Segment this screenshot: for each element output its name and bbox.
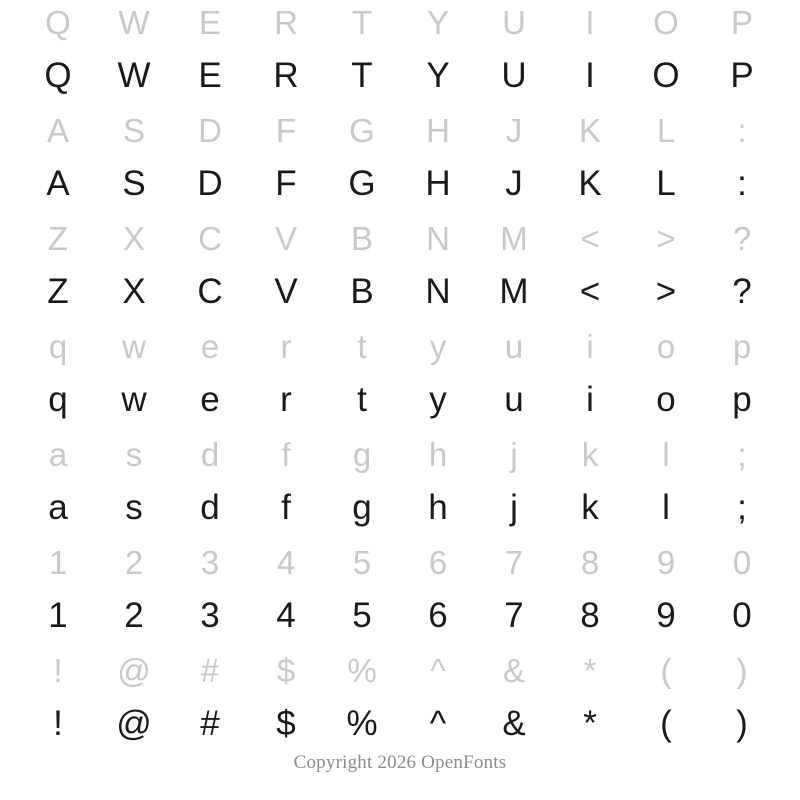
glyph-cell: %: [346, 704, 378, 743]
glyph-cell: D: [198, 112, 222, 149]
glyph-cell: U: [501, 56, 527, 95]
glyph-cell: 5: [352, 544, 372, 581]
glyph-cell: %: [347, 652, 377, 689]
glyph-cell: $: [276, 704, 296, 743]
glyph-cell: #: [200, 652, 220, 689]
glyph-cell: ?: [732, 272, 752, 311]
glyph-cell: r: [280, 328, 292, 365]
glyph-cell: d: [200, 436, 220, 473]
glyph-cell: $: [276, 652, 296, 689]
glyph-row: [20, 540, 780, 596]
glyph-cell: O: [652, 56, 680, 95]
glyph-cell: j: [510, 488, 518, 527]
glyph-cell: 2: [124, 544, 144, 581]
glyph-cell: V: [274, 272, 298, 311]
glyph-cell: 3: [200, 544, 220, 581]
glyph-cell: A: [46, 112, 69, 149]
glyph-cell: B: [350, 272, 374, 311]
glyph-cell: E: [198, 56, 222, 95]
glyph-row: [20, 432, 780, 488]
glyph-cell: P: [730, 56, 754, 95]
glyph-cell: 1: [48, 596, 68, 635]
glyph-cell: D: [197, 164, 223, 203]
glyph-cell: t: [357, 380, 367, 419]
glyph-cell: F: [275, 164, 297, 203]
glyph-cell: k: [581, 488, 599, 527]
glyph-row: [20, 0, 780, 56]
glyph-cell: 8: [580, 544, 600, 581]
glyph-cell: (: [660, 652, 672, 689]
glyph-cell: u: [504, 328, 524, 365]
glyph-cell: :: [737, 164, 747, 203]
copyright-notice: Copyright 2026 OpenFonts: [293, 752, 507, 773]
glyph-cell: j: [510, 436, 518, 473]
glyph-cell: 5: [352, 596, 372, 635]
glyph-cell: &: [502, 704, 526, 743]
glyph-cell: 0: [732, 596, 752, 635]
glyph-cell: G: [349, 112, 375, 149]
glyph-cell: R: [274, 4, 298, 41]
glyph-cell: N: [425, 272, 451, 311]
glyph-cell: t: [357, 328, 367, 365]
glyph-cell: ;: [737, 436, 747, 473]
glyph-cell: Y: [426, 56, 450, 95]
glyph-cell: A: [46, 164, 70, 203]
glyph-cell: s: [125, 436, 143, 473]
glyph-cell: s: [125, 488, 143, 527]
glyph-cell: d: [200, 488, 220, 527]
glyph-cell: r: [280, 380, 292, 419]
glyph-cell: 0: [732, 544, 752, 581]
glyph-row: [20, 272, 780, 324]
glyph-cell: !: [53, 704, 63, 743]
glyph-cell: M: [500, 220, 528, 257]
glyph-cell: #: [200, 704, 220, 743]
glyph-cell: K: [578, 164, 602, 203]
glyph-row: [20, 704, 780, 756]
glyph-row: [20, 216, 780, 272]
glyph-cell: a: [48, 488, 68, 527]
glyph-cell: ?: [732, 220, 752, 257]
glyph-cell: T: [351, 4, 373, 41]
glyph-cell: >: [655, 272, 677, 311]
glyph-cell: *: [583, 704, 597, 743]
glyph-cell: 6: [428, 596, 448, 635]
glyph-cell: X: [122, 220, 145, 257]
glyph-cell: B: [350, 220, 373, 257]
glyph-cell: C: [197, 272, 223, 311]
glyph-cell: Z: [47, 220, 69, 257]
glyph-cell: I: [585, 56, 595, 95]
glyph-cell: (: [660, 704, 672, 743]
glyph-cell: p: [732, 380, 752, 419]
glyph-cell: p: [732, 328, 752, 365]
glyph-cell: ^: [430, 652, 446, 689]
glyph-cell: >: [656, 220, 676, 257]
glyph-cell: a: [48, 436, 68, 473]
glyph-row: [20, 380, 780, 432]
glyph-cell: q: [48, 380, 68, 419]
glyph-cell: f: [281, 488, 291, 527]
glyph-cell: X: [122, 272, 146, 311]
glyph-cell: L: [656, 164, 676, 203]
glyph-cell: G: [348, 164, 376, 203]
glyph-cell: 4: [276, 544, 296, 581]
glyph-cell: y: [429, 328, 447, 365]
glyph-cell: H: [425, 164, 451, 203]
glyph-cell: l: [662, 488, 670, 527]
glyph-cell: T: [351, 56, 373, 95]
glyph-cell: Q: [45, 4, 71, 41]
glyph-row: [20, 108, 780, 164]
glyph-cell: g: [352, 488, 372, 527]
glyph-cell: S: [122, 112, 145, 149]
glyph-cell: f: [281, 436, 291, 473]
glyph-row: [20, 596, 780, 648]
glyph-cell: g: [352, 436, 372, 473]
glyph-cell: :: [737, 112, 747, 149]
glyph-cell: S: [122, 164, 146, 203]
glyph-cell: o: [656, 328, 676, 365]
glyph-row: [20, 324, 780, 380]
glyph-cell: M: [499, 272, 529, 311]
glyph-cell: 3: [200, 596, 220, 635]
glyph-cell: W: [117, 56, 151, 95]
glyph-cell: O: [653, 4, 679, 41]
glyph-cell: I: [585, 4, 595, 41]
glyph-cell: V: [274, 220, 297, 257]
glyph-cell: Z: [47, 272, 69, 311]
glyph-cell: w: [122, 328, 146, 365]
glyph-cell: 2: [124, 596, 144, 635]
glyph-cell: u: [504, 380, 524, 419]
glyph-cell: !: [53, 652, 63, 689]
glyph-cell: i: [586, 328, 594, 365]
glyph-cell: 8: [580, 596, 600, 635]
glyph-cell: 7: [504, 596, 524, 635]
glyph-cell: U: [502, 4, 526, 41]
glyph-cell: y: [429, 380, 447, 419]
glyph-cell: P: [730, 4, 753, 41]
glyph-cell: C: [198, 220, 222, 257]
glyph-cell: W: [118, 4, 150, 41]
glyph-cell: N: [426, 220, 450, 257]
glyph-cell: H: [426, 112, 450, 149]
glyph-cell: F: [275, 112, 297, 149]
glyph-cell: h: [428, 488, 448, 527]
glyph-cell: K: [578, 112, 601, 149]
glyph-cell: i: [586, 380, 594, 419]
glyph-cell: 1: [48, 544, 68, 581]
glyph-cell: q: [48, 328, 68, 365]
glyph-cell: R: [273, 56, 299, 95]
glyph-cell: o: [656, 380, 676, 419]
glyph-cell: 7: [504, 544, 524, 581]
glyph-cell: ): [736, 652, 748, 689]
glyph-row: [20, 164, 780, 216]
glyph-cell: <: [580, 220, 600, 257]
glyph-cell: e: [200, 328, 220, 365]
glyph-cell: k: [581, 436, 599, 473]
glyph-row: [20, 648, 780, 704]
glyph-cell: 9: [656, 596, 676, 635]
glyph-cell: e: [200, 380, 220, 419]
glyph-cell: <: [579, 272, 601, 311]
glyph-cell: ): [736, 704, 748, 743]
glyph-cell: Y: [426, 4, 449, 41]
glyph-cell: @: [116, 704, 152, 743]
glyph-cell: L: [656, 112, 676, 149]
glyph-cell: J: [505, 164, 523, 203]
glyph-cell: 4: [276, 596, 296, 635]
glyph-cell: J: [505, 112, 523, 149]
glyph-cell: w: [121, 380, 147, 419]
glyph-row: [20, 488, 780, 540]
glyph-cell: *: [583, 652, 597, 689]
glyph-cell: ;: [737, 488, 747, 527]
glyph-cell: @: [117, 652, 151, 689]
glyph-cell: h: [428, 436, 448, 473]
glyph-cell: &: [502, 652, 525, 689]
glyph-row: [20, 56, 780, 108]
glyph-cell: ^: [429, 704, 447, 743]
glyph-cell: Q: [44, 56, 72, 95]
glyph-cell: 6: [428, 544, 448, 581]
glyph-cell: E: [198, 4, 221, 41]
glyph-cell: 9: [656, 544, 676, 581]
glyph-cell: l: [662, 436, 670, 473]
